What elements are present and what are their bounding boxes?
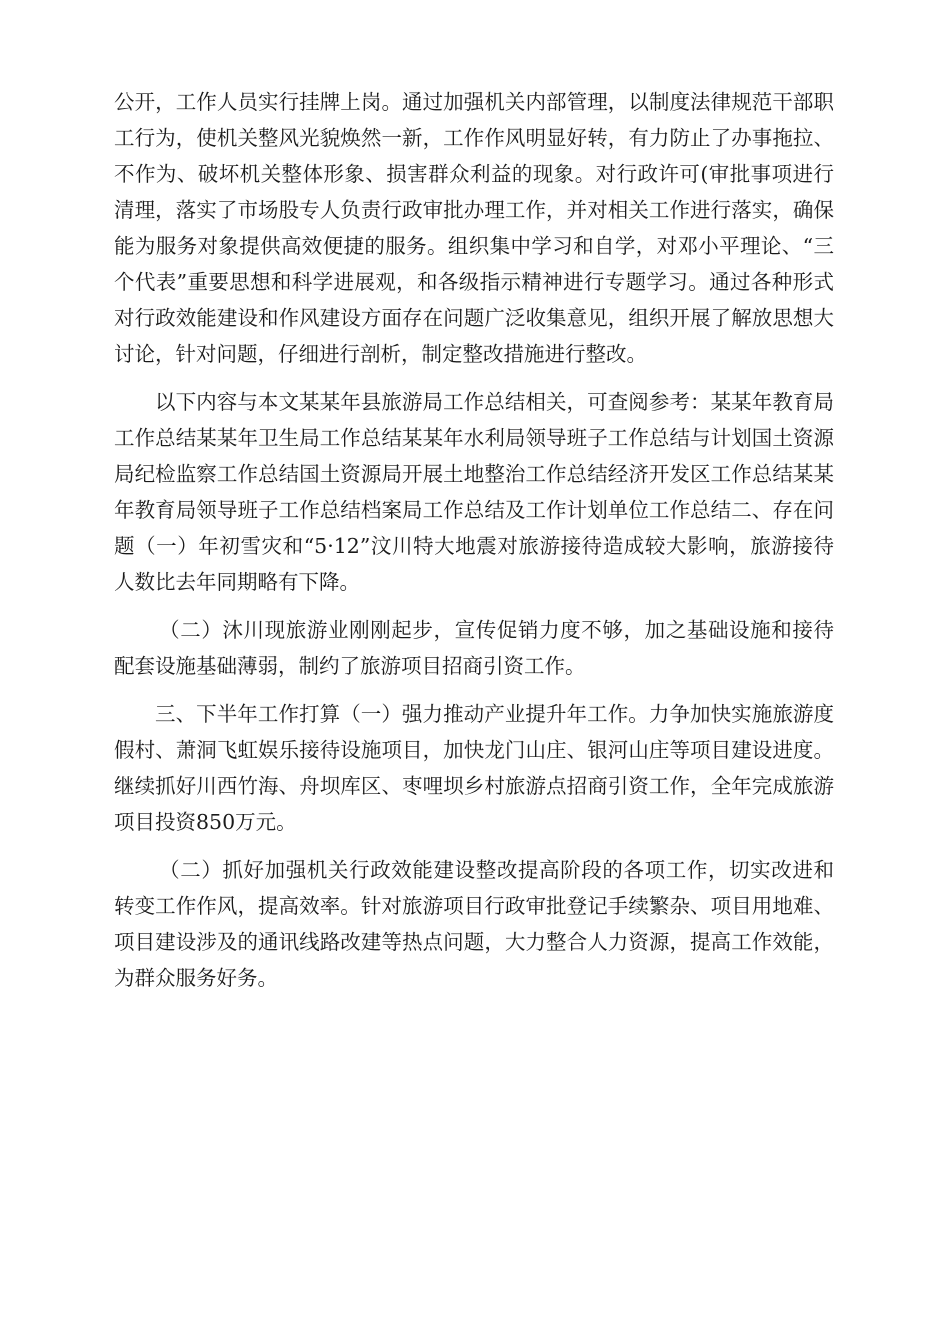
paragraph-3: （二）沐川现旅游业刚刚起步，宣传促销力度不够，加之基础设施和接待配套设施基础薄弱，制约了旅游项目招商引资工作。 xyxy=(114,618,834,678)
paragraph-1: 公开，工作人员实行挂牌上岗。通过加强机关内部管理，以制度法律规范干部职工行为，使机关整风光貌焕然一新，工作作风明显好转，有力防止了办事拖拉、不作为、破坏机关整体形象、损害群众利益的现象。对行政许可(审批事项进行清理，落实了市场股专人负责行政审批办理工作，并对相关工作进行落实，确保能为服务对象提供高效便捷的服务。组织集中学习和自学，对邓小平理论、“三个代表”重要思想和科学进展观，和各级指示精神进行专题学习。通过各种形式对行政效能建设和作风建设方面存在问题广泛收集意见，组织开展了解放思想大讨论，针对问题，仔细进行剖析，制定整改措施进行整改。 xyxy=(114,90,834,366)
paragraph-4: 三、下半年工作打算（一）强力推动产业提升年工作。力争加快实施旅游度假村、萧洞飞虹娱乐接待设施项目，加快龙门山庄、银河山庄等项目建设进度。继续抓好川西竹海、舟坝库区、枣哩坝乡村旅游点招商引资工作，全年完成旅游项目投资850万元。 xyxy=(114,702,834,834)
document-body xyxy=(114,84,834,996)
paragraph-5: （二）抓好加强机关行政效能建设整改提高阶段的各项工作，切实改进和转变工作作风，提高效率。针对旅游项目行政审批登记手续繁杂、项目用地难、项目建设涉及的通讯线路改建等热点问题，大力整合人力资源，提高工作效能，为群众服务好务。 xyxy=(114,858,834,990)
paragraph-2: 以下内容与本文某某年县旅游局工作总结相关，可查阅参考：某某年教育局工作总结某某年卫生局工作总结某某年水利局领导班子工作总结与计划国土资源局纪检监察工作总结国土资源局开展土地整治工作总结经济开发区工作总结某某年教育局领导班子工作总结档案局工作总结及工作计划单位工作总结二、存在问题（一）年初雪灾和“5·12”汶川特大地震对旅游接待造成较大影响，旅游接待人数比去年同期略有下降。 xyxy=(114,390,834,594)
